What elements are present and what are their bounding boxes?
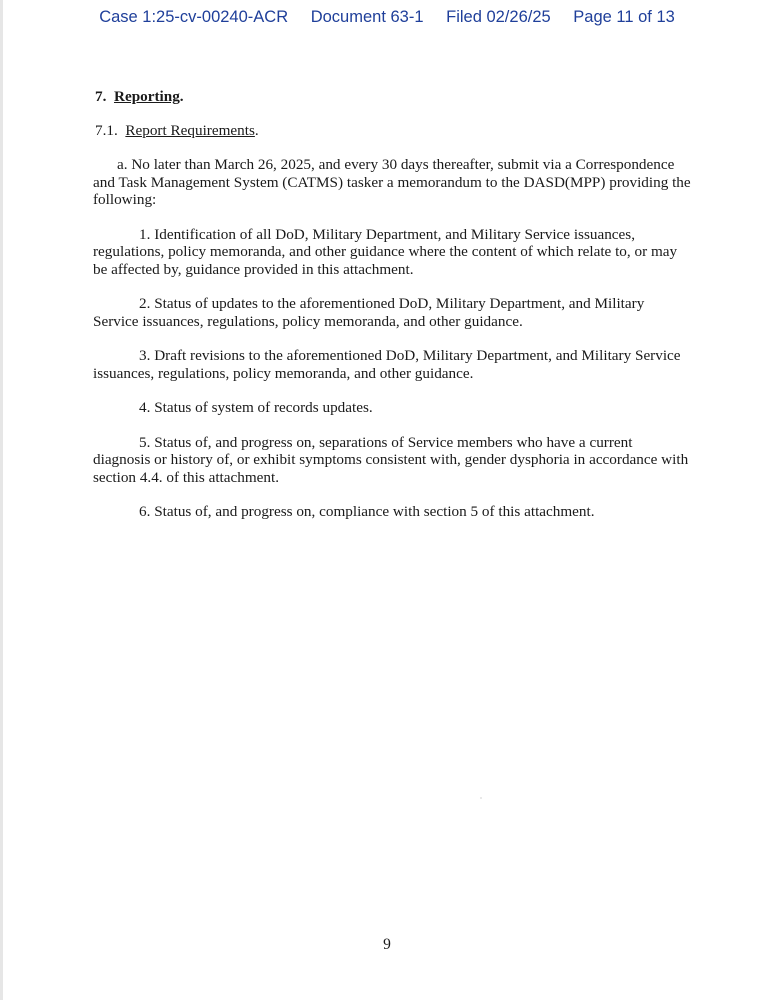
filed-date: Filed 02/26/25	[446, 8, 551, 26]
list-item: 5. Status of, and progress on, separations of Service members who have a current diagnosis or history of, or exhibit symptoms consistent with, gender dysphoria in accordance with section 4.4. of this attachment.	[93, 433, 689, 486]
list-item: 2. Status of updates to the aforementioned DoD, Military Department, and Military Service issuances, regulations, policy memoranda, and other guidance.	[93, 295, 645, 330]
list-item: 3. Draft revisions to the aforementioned DoD, Military Department, and Military Service issuances, regulations, policy memoranda, and other guidance.	[93, 347, 681, 382]
subsection-title: Report Requirements	[125, 121, 255, 139]
scan-speck	[480, 797, 482, 799]
list-item: 1. Identification of all DoD, Military Department, and Military Service issuances, regulations, policy memoranda, and other guidance where the content of which relate to, or may be affected by, guidance provided in this attachment.	[93, 225, 678, 278]
section-number: 7.	[95, 88, 107, 105]
case-number: Case 1:25-cv-00240-ACR	[99, 8, 289, 26]
document-body	[93, 88, 693, 521]
court-filing-header	[0, 8, 774, 27]
section-title: Reporting	[113, 88, 180, 105]
paragraph-a: a. No later than March 26, 2025, and every 30 days thereafter, submit via a Correspondence and Task Management System (CATMS) tasker a memorandum to the DASD(MPP) providing the following:	[93, 156, 691, 208]
subsection-title-punct: .	[254, 121, 259, 139]
section-heading	[95, 88, 693, 106]
section-title-punct: .	[179, 88, 184, 105]
list-item: 4. Status of system of records updates.	[139, 399, 373, 416]
subsection-heading	[95, 122, 693, 140]
page-edge	[0, 0, 3, 1000]
page-indicator: Page 11 of 13	[573, 8, 675, 26]
document-number: Document 63-1	[310, 8, 424, 26]
page-number: 9	[383, 936, 391, 953]
list-item: 6. Status of, and progress on, compliance with section 5 of this attachment.	[139, 503, 595, 520]
subsection-number: 7.1.	[95, 121, 118, 139]
